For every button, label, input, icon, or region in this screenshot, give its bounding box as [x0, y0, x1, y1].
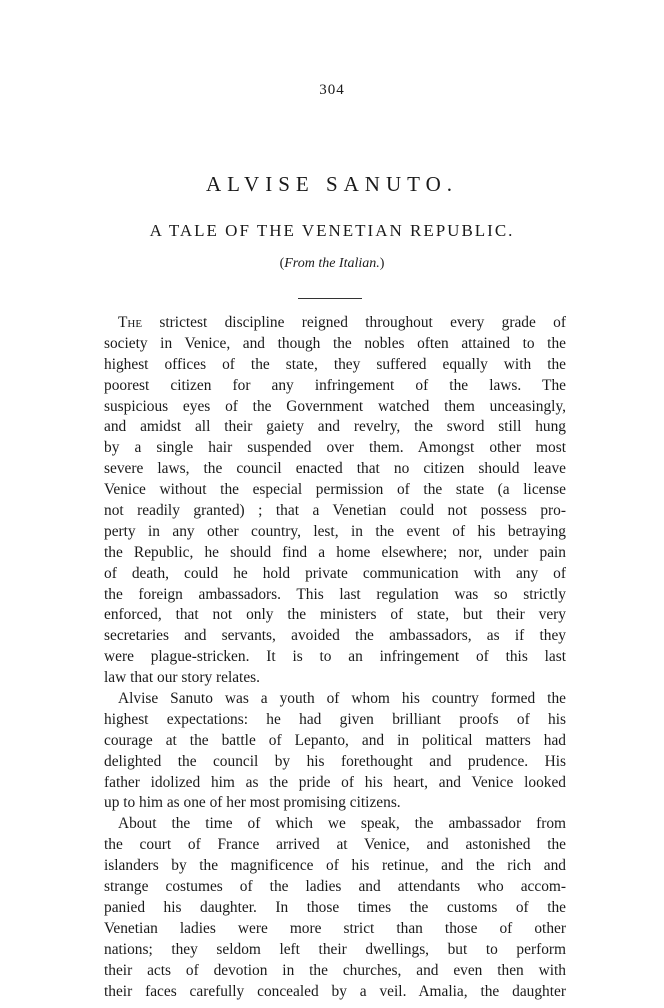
- text-line: by a single hair suspended over them. Amongst other most: [104, 439, 566, 457]
- text-line: and amidst all their gaiety and revelry, the sword still hung: [104, 418, 566, 436]
- text-line: nations; they seldom left their dwellings, but to perform: [104, 940, 566, 958]
- text-line: their acts of devotion in the churches, and even then with: [104, 961, 566, 979]
- text-line: not readily granted) ; that a Venetian could not possess pro-: [104, 502, 566, 520]
- text-line: poorest citizen for any infringement of the laws. The: [104, 376, 566, 394]
- text-line: Alvise Sanuto was a youth of whom his country formed the: [118, 690, 566, 708]
- text-line: islanders by the magnificence of his retinue, and the rich and: [104, 857, 566, 875]
- text-line: father idolized him as the pride of his heart, and Venice looked: [104, 773, 566, 791]
- page-number: 304: [319, 82, 345, 98]
- source-note: [0, 256, 664, 272]
- text-line: secretaries and servants, avoided the ambassadors, as if they: [104, 627, 566, 645]
- text-line: society in Venice, and though the nobles often attained to the: [104, 334, 566, 352]
- text-line: the court of France arrived at Venice, and astonished the: [104, 836, 566, 854]
- text-line: highest offices of the state, they suffered equally with the: [104, 355, 566, 373]
- source-note-close-paren: ): [379, 256, 385, 271]
- source-note-open-paren: (: [279, 256, 285, 271]
- text-line: courage at the battle of Lepanto, and in political matters had: [104, 731, 566, 749]
- paragraph-lead-word: The: [118, 314, 143, 331]
- text-line: enforced, that not only the ministers of state, but their very: [104, 606, 566, 624]
- text-line: perty in any other country, lest, in the event of his betraying: [104, 522, 566, 540]
- text-line: strange costumes of the ladies and attendants who accom-: [104, 878, 566, 896]
- story-body: [104, 313, 566, 1002]
- text-line: highest expectations: he had given brilliant proofs of his: [104, 710, 566, 728]
- text-line: delighted the council by his forethought and prudence. His: [104, 752, 566, 770]
- text-line: About the time of which we speak, the ambassador from: [118, 815, 566, 833]
- source-note-text: From the Italian.: [284, 256, 380, 271]
- text-line: Venetian ladies were more strict than those of other: [104, 919, 566, 937]
- text-line: the foreign ambassadors. This last regulation was so strictly: [104, 585, 566, 603]
- text-line: law that our story relates.: [104, 669, 260, 687]
- text-line: were plague-stricken. It is to an infringement of this last: [104, 648, 566, 666]
- story-title: ALVISE SANUTO.: [205, 172, 459, 196]
- text-line: panied his daughter. In those times the customs of the: [104, 898, 566, 916]
- text-line: severe laws, the council enacted that no citizen should leave: [104, 460, 566, 478]
- text-line: the Republic, he should find a home elsewhere; nor, under pain: [104, 543, 566, 561]
- text-line: suspicious eyes of the Government watched them unceasingly,: [104, 397, 566, 415]
- text-line: their faces carefully concealed by a veil. Amalia, the daughter: [104, 982, 566, 1000]
- story-subtitle: A TALE OF THE VENETIAN REPUBLIC.: [149, 221, 515, 240]
- text-line: up to him as one of her most promising citizens.: [104, 794, 401, 812]
- section-divider: [298, 298, 362, 299]
- text-line: The strictest discipline reigned throughout every grade of: [118, 314, 566, 331]
- text-line: of death, could he hold private communication with any of: [104, 564, 566, 582]
- text-line: Venice without the especial permission of the state (a license: [104, 481, 566, 499]
